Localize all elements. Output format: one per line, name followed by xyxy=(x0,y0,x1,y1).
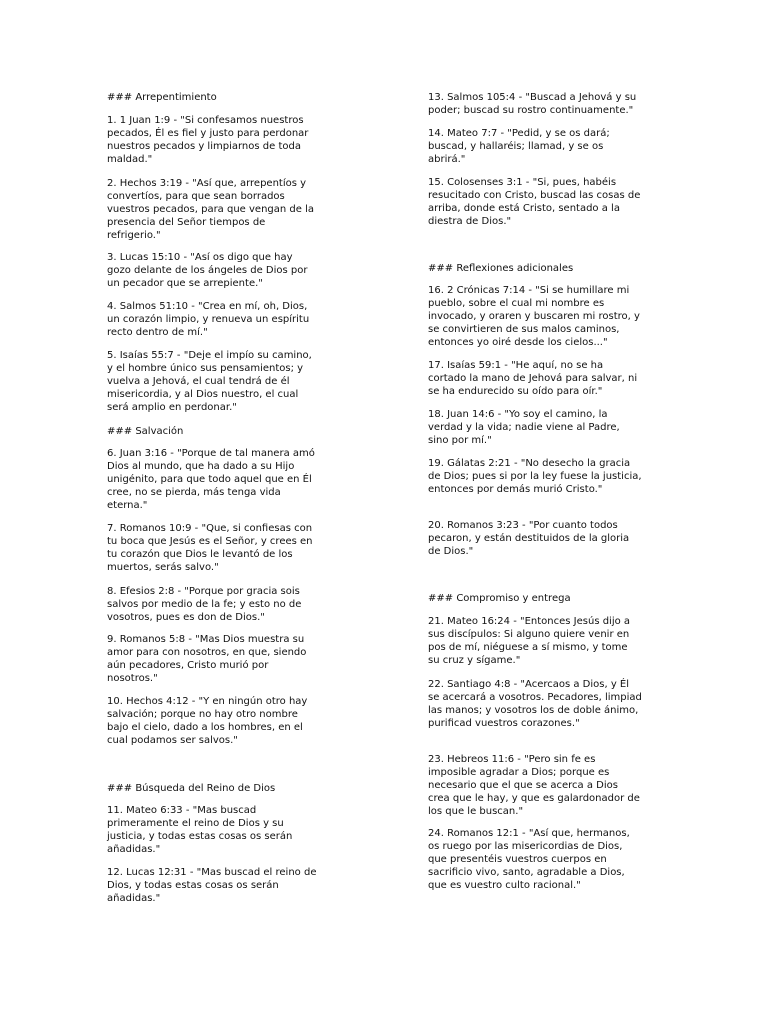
verse-22: 22. Santiago 4:8 - "Acercaos a Dios, y Él se acercará a vosotros. Pecadores, limpiad las manos; y vosotros los de doble ánimo, purificad vuestros corazones." xyxy=(428,679,642,729)
verse-2: 2. Hechos 3:19 - "Así que, arrepentíos y convertíos, para que sean borrados vuestros pecados, para que vengan de la presencia del Señor tiempos de refrigerio." xyxy=(107,178,314,241)
verse-1: 1. 1 Juan 1:9 - "Si confesamos nuestros pecados, Él es fiel y justo para perdonar nuestros pecados y limpiarnos de toda maldad." xyxy=(107,115,309,165)
verse-4: 4. Salmos 51:10 - "Crea en mí, oh, Dios, un corazón limpio, y renueva un espíritu recto dentro de mí." xyxy=(107,301,310,338)
verse-7: 7. Romanos 10:9 - "Que, si confiesas con tu boca que Jesús es el Señor, y crees en tu corazón que Dios le levantó de los muertos, serás salvo." xyxy=(107,523,313,573)
verse-19: 19. Gálatas 2:21 - "No desecho la gracia de Dios; pues si por la ley fuese la justicia, entonces por demás murió Cristo." xyxy=(428,458,642,495)
verse-21: 21. Mateo 16:24 - "Entonces Jesús dijo a sus discípulos: Si alguno quiere venir en pos de mí, niéguese a sí mismo, y tome su cruz y sígame." xyxy=(428,616,631,666)
verse-11: 11. Mateo 6:33 - "Mas buscad primeramente el reino de Dios y su justicia, y todas estas cosas os serán añadidas." xyxy=(107,805,293,855)
verse-18: 18. Juan 14:6 - "Yo soy el camino, la verdad y la vida; nadie viene al Padre, sino por mí." xyxy=(428,409,620,446)
section-heading-compromiso-y-entrega: ### Compromiso y entrega xyxy=(428,593,571,604)
verse-3: 3. Lucas 15:10 - "Así os digo que hay gozo delante de los ángeles de Dios por un pecador que se arrepiente." xyxy=(107,252,308,289)
verse-12: 12. Lucas 12:31 - "Mas buscad el reino de Dios, y todas estas cosas os serán añadidas." xyxy=(107,867,317,904)
verse-23: 23. Hebreos 11:6 - "Pero sin fe es imposible agradar a Dios; porque es necesario que el que se acerca a Dios crea que le hay, y que es galardonador de los que le buscan." xyxy=(428,754,640,817)
verse-24: 24. Romanos 12:1 - "Así que, hermanos, os ruego por las misericordias de Dios, que presentéis vuestros cuerpos en sacrificio vivo, santo, agradable a Dios, que es vuestro culto racional." xyxy=(428,828,630,891)
verse-15: 15. Colosenses 3:1 - "Si, pues, habéis resucitado con Cristo, buscad las cosas de arriba, donde está Cristo, sentado a la diestra de Dios." xyxy=(428,177,641,227)
verse-9: 9. Romanos 5:8 - "Mas Dios muestra su amor para con nosotros, en que, siendo aún pecadores, Cristo murió por nosotros." xyxy=(107,634,307,684)
verse-6: 6. Juan 3:16 - "Porque de tal manera amó Dios al mundo, que ha dado a su Hijo unigénito, para que todo aquel que en Él cree, no se pierda, más tenga vida eterna." xyxy=(107,448,315,511)
section-heading-salvacion: ### Salvación xyxy=(107,426,184,437)
verse-10: 10. Hechos 4:12 - "Y en ningún otro hay salvación; porque no hay otro nombre bajo el cielo, dado a los hombres, en el cual podamos ser salvos." xyxy=(107,696,308,746)
verse-5: 5. Isaías 55:7 - "Deje el impío su camino, y el hombre único sus pensamientos; y vuelva a Jehová, el cual tendrá de él misericordia, y al Dios nuestro, el cual será amplio en perdonar." xyxy=(107,350,312,413)
verse-8: 8. Efesios 2:8 - "Porque por gracia sois salvos por medio de la fe; y esto no de vosotros, pues es don de Dios." xyxy=(107,586,302,623)
verse-17: 17. Isaías 59:1 - "He aquí, no se ha cortado la mano de Jehová para salvar, ni se ha endurecido su oído para oír." xyxy=(428,360,638,397)
verse-13: 13. Salmos 105:4 - "Buscad a Jehová y su poder; buscad su rostro continuamente." xyxy=(428,92,637,116)
section-heading-reflexiones-adicionales: ### Reflexiones adicionales xyxy=(428,263,574,274)
section-heading-arrepentimiento: ### Arrepentimiento xyxy=(107,92,217,103)
verse-20: 20. Romanos 3:23 - "Por cuanto todos pecaron, y están destituidos de la gloria de Dios." xyxy=(428,520,630,557)
verse-14: 14. Mateo 7:7 - "Pedid, y se os dará; buscad, y hallaréis; llamad, y se os abrirá." xyxy=(428,128,610,165)
verse-16: 16. 2 Crónicas 7:14 - "Si se humillare mi pueblo, sobre el cual mi nombre es invocado, y oraren y buscaren mi rostro, y se convirtieren de sus malos caminos, entonces yo oiré desde los cielos..." xyxy=(428,285,640,348)
section-heading-busqueda-del-reino: ### Búsqueda del Reino de Dios xyxy=(107,783,276,794)
